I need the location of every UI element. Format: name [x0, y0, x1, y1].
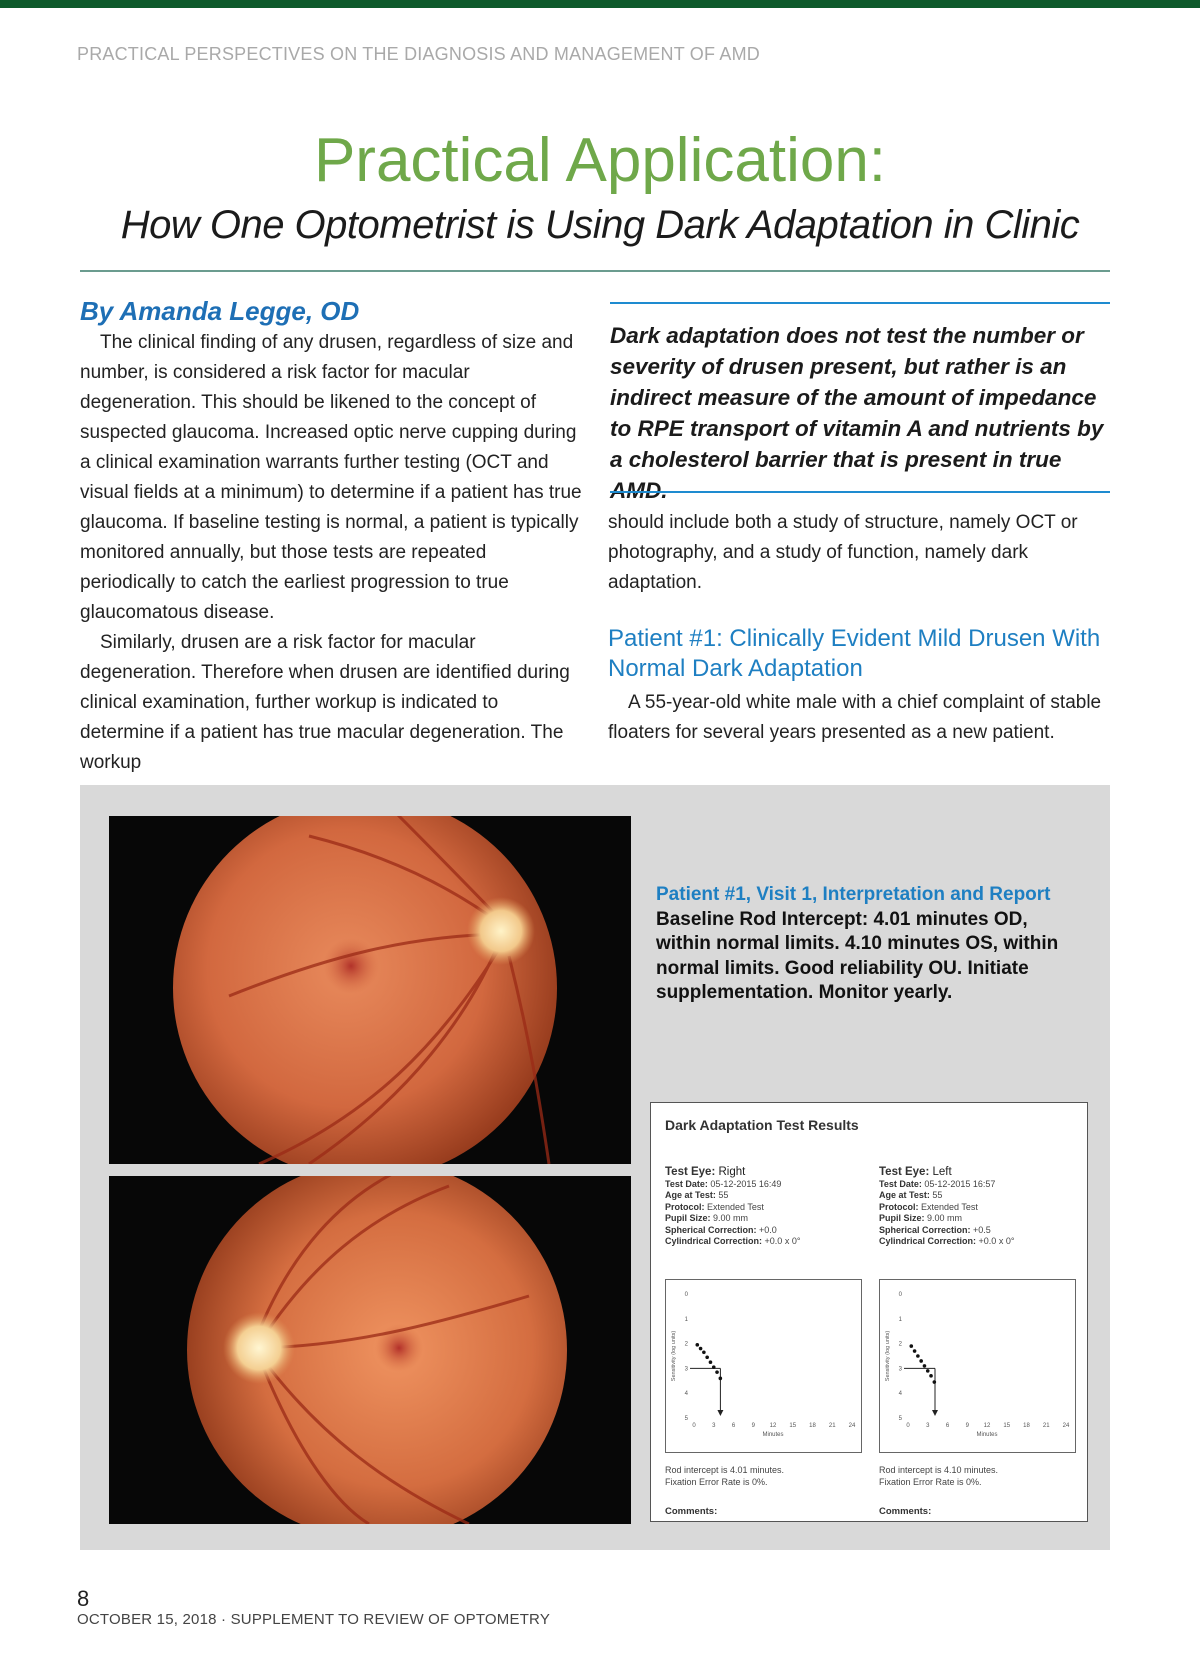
- pullquote-rule-bottom: [610, 491, 1110, 493]
- pupil-line: Pupil Size: 9.00 mm: [665, 1213, 749, 1223]
- data-point: [719, 1377, 723, 1381]
- x-tick-label: 6: [945, 1423, 950, 1429]
- rod-intercept-arrow: [932, 1410, 938, 1416]
- data-point: [923, 1364, 927, 1368]
- x-tick-label: 6: [731, 1423, 736, 1429]
- x-tick-label: 21: [1042, 1423, 1050, 1429]
- rod-intercept-arrow: [717, 1410, 723, 1416]
- comments-label-right: Comments:: [665, 1506, 718, 1517]
- pullquote-rule-top: [610, 302, 1110, 304]
- cylindrical-line: Cylindrical Correction: +0.0 x 0°: [665, 1236, 801, 1246]
- data-point: [709, 1360, 713, 1364]
- running-head: PRACTICAL PERSPECTIVES ON THE DIAGNOSIS AND MANAGEMENT OF AMD: [77, 44, 760, 64]
- y-tick-label: 2: [898, 1341, 902, 1348]
- x-tick-label: 24: [848, 1423, 856, 1429]
- paragraph: Similarly, drusen are a risk factor for macular degeneration. Therefore when drusen are identified during clinical examination, further workup is indicated to determine if a patient has true macular degeneration. The workup: [80, 632, 570, 773]
- byline: By Amanda Legge, OD: [80, 296, 360, 326]
- caption-body: Baseline Rod Intercept: 4.01 minutes OD, within normal limits. 4.10 minutes OS, within normal limits. Good reliability OU. Initiate supplementation. Monitor yearly.: [656, 908, 1059, 1003]
- y-axis-label: Sensitivity (log units): [885, 1330, 891, 1382]
- x-tick-label: 15: [789, 1423, 797, 1429]
- x-tick-label: 3: [926, 1423, 930, 1429]
- paragraph: A 55-year-old white male with a chief complaint of stable floaters for several years presented as a new patient.: [608, 692, 1102, 743]
- age-line: Age at Test: 55: [665, 1190, 729, 1200]
- x-axis-label: Minutes: [762, 1432, 784, 1438]
- x-tick-label: 9: [965, 1423, 969, 1429]
- data-point: [909, 1344, 913, 1348]
- data-point: [695, 1343, 699, 1347]
- x-tick-label: 15: [1003, 1423, 1011, 1429]
- y-tick-label: 5: [898, 1416, 902, 1422]
- data-point: [929, 1374, 933, 1378]
- right-eye-results: [665, 1464, 865, 1488]
- rod-intercept-text: Rod intercept is 4.10 minutes.: [879, 1465, 999, 1475]
- x-tick-label: 9: [751, 1423, 755, 1429]
- fixation-error-text: Fixation Error Rate is 0%.: [879, 1477, 982, 1487]
- data-point: [919, 1359, 923, 1363]
- section-body: [608, 688, 1113, 748]
- x-tick-label: 21: [828, 1423, 836, 1429]
- x-axis-label: Minutes: [976, 1432, 998, 1438]
- y-tick-label: 0: [898, 1292, 902, 1298]
- cylindrical-line: Cylindrical Correction: +0.0 x 0°: [879, 1236, 1015, 1246]
- right-eye-info: [665, 1167, 865, 1248]
- data-point: [702, 1350, 706, 1354]
- section-heading: Patient #1: Clinically Evident Mild Drusen With Normal Dark Adaptation: [608, 625, 1101, 682]
- footer-line: OCTOBER 15, 2018 · SUPPLEMENT TO REVIEW OF OPTOMETRY: [77, 1611, 551, 1628]
- fundus-photo-left-eye: [109, 1176, 631, 1524]
- y-tick-label: 3: [684, 1366, 688, 1373]
- article-subtitle: How One Optometrist is Using Dark Adaptation in Clinic: [120, 203, 1080, 247]
- y-tick-label: 4: [684, 1391, 688, 1398]
- comments-label-left: Comments:: [879, 1506, 932, 1517]
- dark-adaptation-graph-right: [665, 1279, 862, 1453]
- data-point: [712, 1365, 716, 1369]
- y-tick-label: 5: [684, 1416, 688, 1422]
- data-point: [705, 1355, 709, 1359]
- test-date-line: Test Date: 05-12-2015 16:49: [665, 1178, 782, 1189]
- data-point: [699, 1347, 703, 1351]
- paragraph: The clinical finding of any drusen, regardless of size and number, is considered a risk factor for macular degeneration. This should be likened to the concept of suspected glaucoma. Increased optic nerve cupping during a clinical examination warrants further testing (OCT and visual fields at a minimum) to determine if a patient has true glaucoma. If baseline testing is normal, a patient is typically monitored annually, but those tests are repeated periodically to catch the earliest progression to true glaucomatous disease.: [80, 332, 582, 623]
- fundus-photo-right-eye: [109, 816, 631, 1164]
- data-point: [913, 1349, 917, 1353]
- x-tick-label: 0: [692, 1423, 696, 1429]
- left-eye-info: [879, 1167, 1079, 1248]
- caption-heading: Patient #1, Visit 1, Interpretation and Report: [656, 884, 1051, 905]
- figure-panel: [80, 785, 1110, 1550]
- x-tick-label: 18: [809, 1423, 816, 1429]
- pullquote: Dark adaptation does not test the number or severity of drusen present, but rather is an indirect measure of the amount of impedance to RPE transport of vitamin A and nutrients by a cholesterol barrier that is present in true AMD.: [610, 323, 1104, 503]
- x-tick-label: 12: [983, 1423, 991, 1429]
- data-point: [715, 1370, 719, 1374]
- age-line: Age at Test: 55: [879, 1190, 943, 1200]
- data-point: [933, 1380, 937, 1384]
- figure-caption: [656, 883, 1066, 1006]
- dark-adaptation-report: [650, 1102, 1088, 1522]
- protocol-line: Protocol: Extended Test: [879, 1201, 978, 1212]
- data-point: [916, 1354, 920, 1358]
- y-tick-label: 2: [684, 1341, 688, 1348]
- report-title: Dark Adaptation Test Results: [665, 1117, 859, 1133]
- spherical-line: Spherical Correction: +0.5: [879, 1224, 991, 1235]
- dark-adaptation-graph-left: [879, 1279, 1076, 1453]
- test-eye-line: Test Eye: Right: [665, 1166, 746, 1178]
- right-column: [608, 508, 1108, 598]
- x-tick-label: 18: [1023, 1423, 1030, 1429]
- y-tick-label: 1: [684, 1316, 688, 1323]
- top-accent-bar: [0, 0, 1200, 8]
- x-tick-label: 0: [906, 1423, 910, 1429]
- x-tick-label: 24: [1062, 1423, 1070, 1429]
- pupil-line: Pupil Size: 9.00 mm: [879, 1213, 963, 1223]
- title-divider: [80, 270, 1110, 272]
- test-eye-line: Test Eye: Left: [879, 1166, 952, 1178]
- y-tick-label: 1: [898, 1316, 902, 1323]
- paragraph: should include both a study of structure, namely OCT or photography, and a study of function, namely dark adaptation.: [608, 512, 1078, 593]
- x-tick-label: 12: [769, 1423, 777, 1429]
- left-column: [80, 328, 586, 778]
- rod-intercept-text: Rod intercept is 4.01 minutes.: [665, 1465, 785, 1475]
- data-point: [926, 1369, 930, 1373]
- x-tick-label: 3: [712, 1423, 716, 1429]
- spherical-line: Spherical Correction: +0.0: [665, 1224, 777, 1235]
- y-tick-label: 3: [898, 1366, 902, 1373]
- article-title: Practical Application:: [313, 126, 887, 195]
- y-tick-label: 4: [898, 1391, 902, 1398]
- test-date-line: Test Date: 05-12-2015 16:57: [879, 1178, 996, 1189]
- y-axis-label: Sensitivity (log units): [671, 1330, 677, 1382]
- y-tick-label: 0: [684, 1292, 688, 1298]
- protocol-line: Protocol: Extended Test: [665, 1201, 764, 1212]
- page-number: 8: [77, 1586, 90, 1611]
- fixation-error-text: Fixation Error Rate is 0%.: [665, 1477, 768, 1487]
- left-eye-results: [879, 1464, 1079, 1488]
